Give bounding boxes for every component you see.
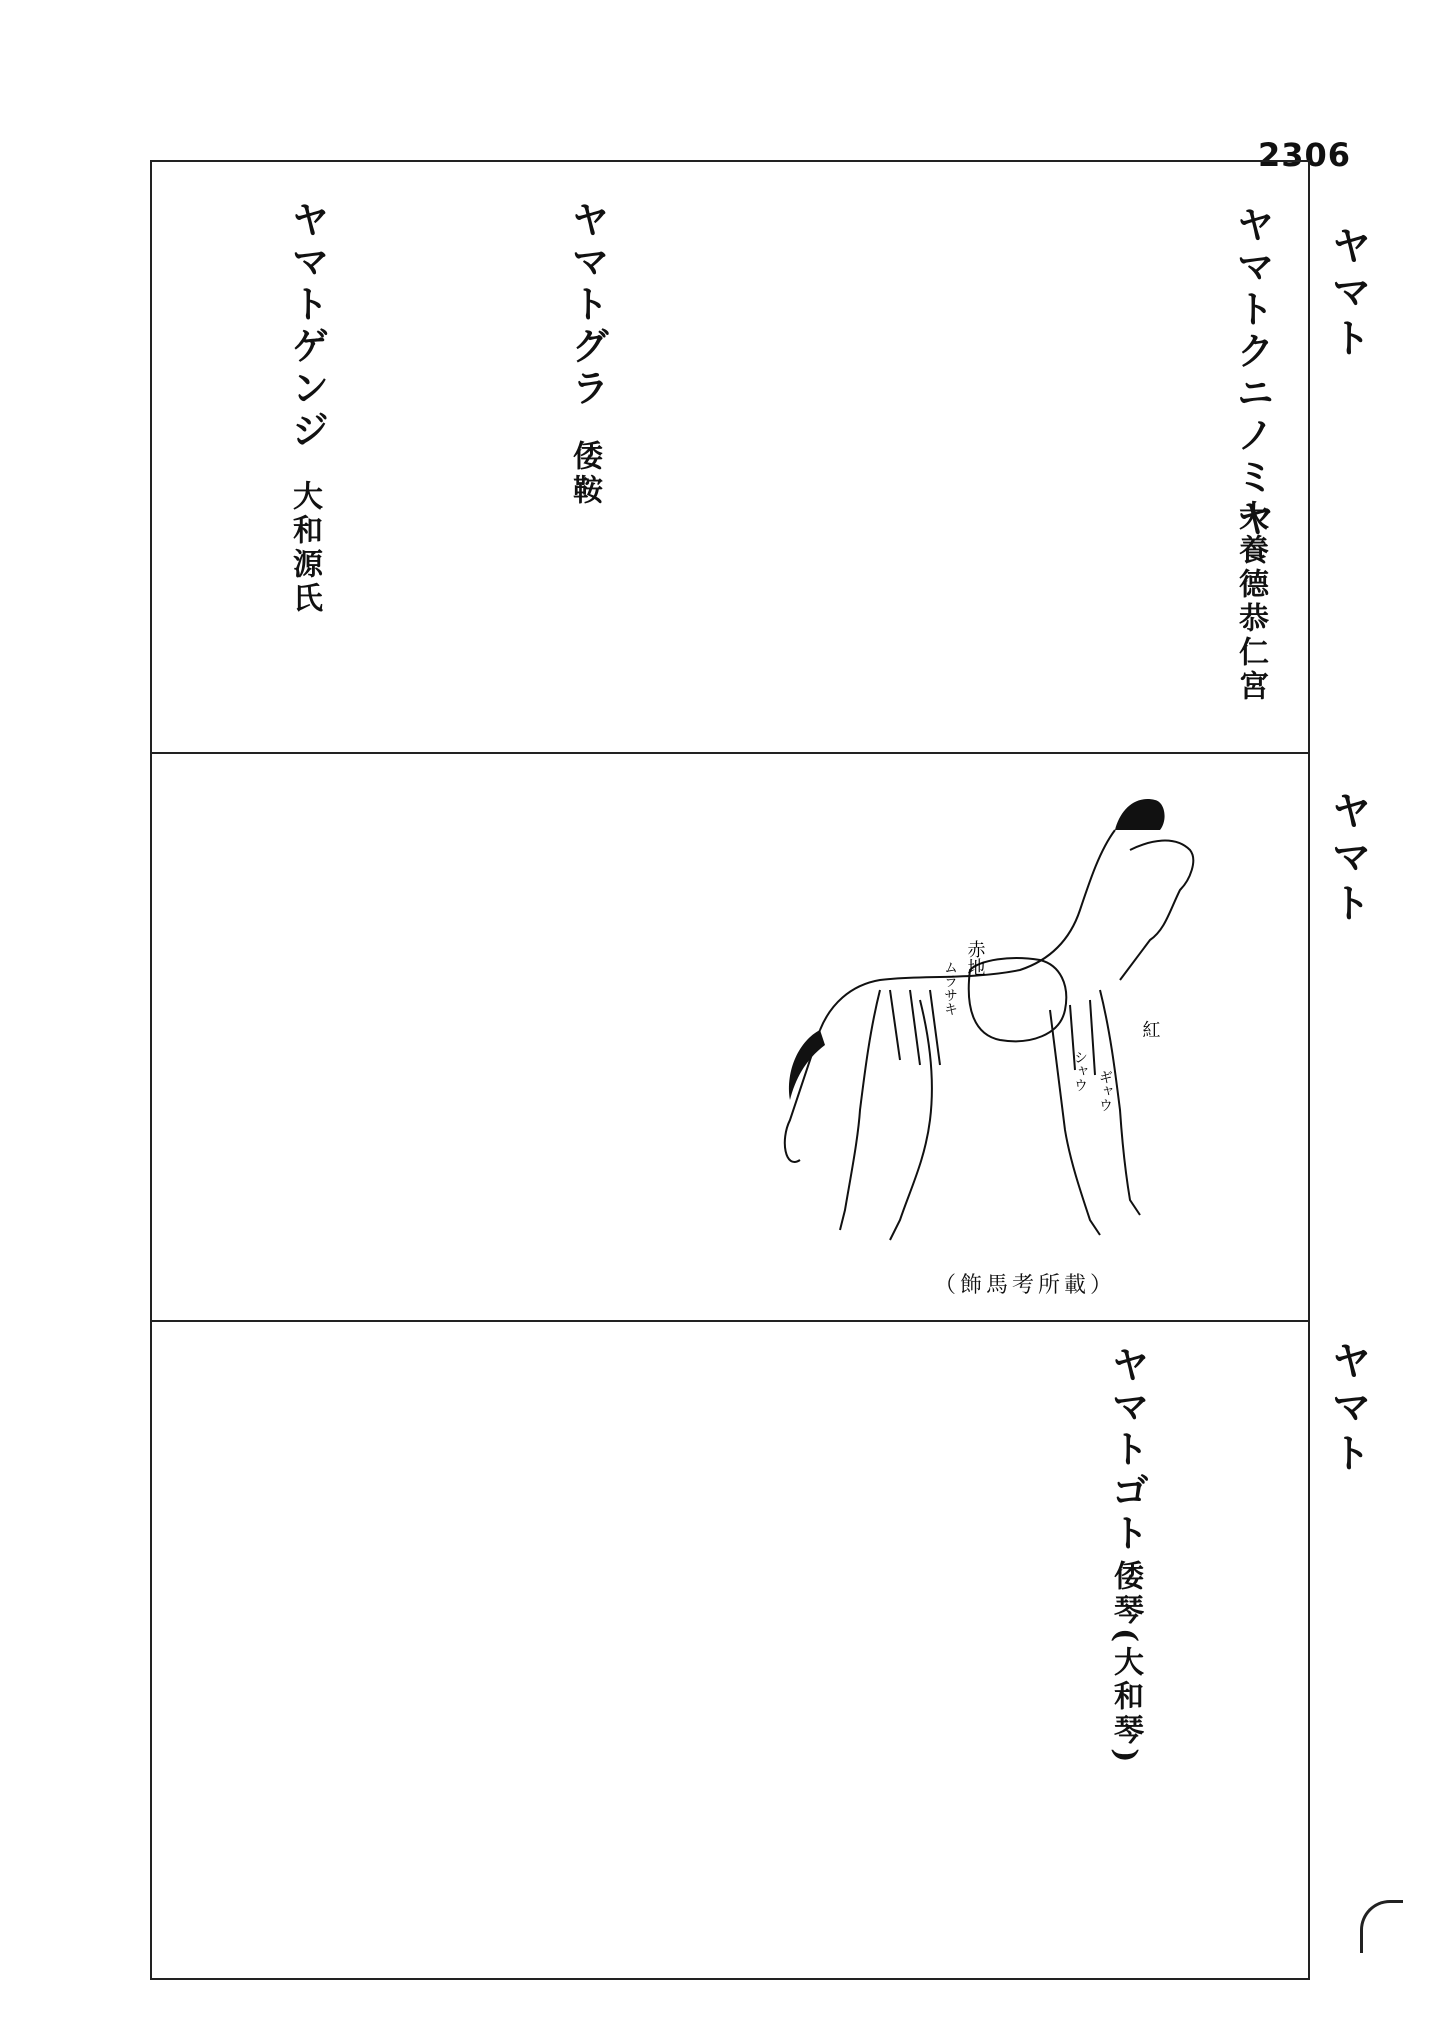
entry-body-genji-continued — [165, 770, 755, 1290]
entry-subheading-goto: 倭琴(大和琴) — [1108, 1560, 1143, 1767]
figure-label-akaji: 赤地 — [964, 940, 986, 976]
entry-body-genji-end — [1180, 1345, 1280, 1945]
section-label-bottom: ヤマト — [1325, 1340, 1371, 1478]
entry-heading-gura: ヤマトグラ — [565, 200, 609, 410]
entry-body-genji — [165, 200, 275, 720]
figure-label-shau: シャウ — [1072, 1050, 1088, 1092]
entry-subheading-genji: 大和源氏 — [287, 480, 322, 616]
section-divider-2 — [150, 1320, 1310, 1322]
figure-caption: （飾馬考所載） — [934, 1273, 1117, 1298]
entry-body-goto — [165, 1345, 1085, 1945]
section-label-middle: ヤマト — [1325, 790, 1371, 928]
figure-horse — [770, 790, 1210, 1260]
entry-heading-genji: ヤマトゲンジ — [285, 200, 329, 452]
figure-label-murasaki: ムラサキ — [942, 960, 958, 1016]
entry-body-gura — [340, 200, 550, 720]
page-number: 2306 — [1258, 136, 1352, 174]
section-divider-1 — [150, 752, 1310, 754]
scan-mark — [1360, 1900, 1403, 1953]
entry-heading-kuninomiya: ヤマトクニノミヤ — [1230, 205, 1274, 541]
entry-body-kuninomiya — [760, 205, 1200, 725]
section-label-top: ヤマト — [1325, 225, 1371, 363]
figure-label-beni: 紅 — [1139, 1020, 1161, 1038]
entry-heading-goto: ヤマトゴト — [1105, 1345, 1149, 1555]
figure-label-gyau: ギャウ — [1097, 1070, 1113, 1112]
entry-subheading-kuninomiya: 大養德恭仁宮 — [1233, 500, 1268, 704]
entry-subheading-gura: 倭鞍 — [567, 440, 602, 508]
